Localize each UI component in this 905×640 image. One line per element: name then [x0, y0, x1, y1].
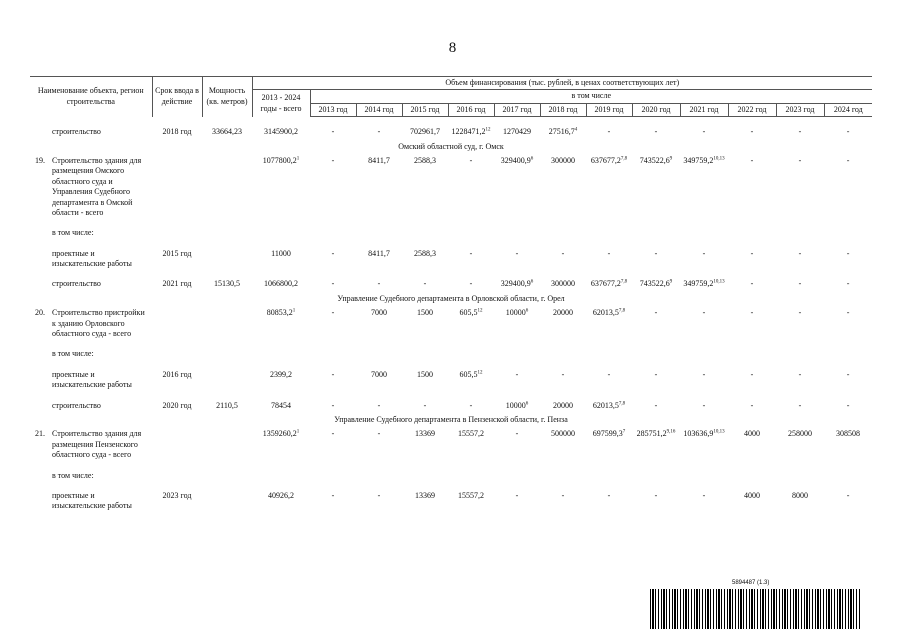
year-amount: -: [702, 490, 706, 500]
year-amount: 10000$^6$: [505, 308, 529, 318]
commission-term: 2021 год: [162, 279, 192, 289]
table-row: [30, 156, 872, 218]
year-amount: -: [377, 127, 381, 137]
year-amount: 15557,2: [458, 429, 485, 439]
footnote-ref: 6: [525, 400, 529, 406]
table-row: [30, 370, 872, 391]
table-row: [30, 491, 872, 512]
footnote-ref: 7,8: [618, 400, 626, 406]
year-amount: -: [702, 308, 706, 318]
year-amount: -: [377, 490, 381, 500]
row-number: [30, 349, 50, 359]
year-amount: 300000: [551, 279, 576, 289]
total-amount: 1359260,2$^1$: [262, 429, 300, 439]
header-total: 2013 - 2024 годы - всего: [252, 90, 310, 117]
total-amount: 40926,2: [268, 490, 295, 500]
spacer-cell: [30, 391, 872, 401]
subheading-row: [30, 228, 872, 238]
year-amount: -: [846, 248, 850, 258]
header-year: 2014 год: [356, 103, 402, 116]
year-amount: -: [750, 248, 754, 258]
section-title: Управление Судебного департамента в Орловской области, г. Орел: [337, 293, 565, 303]
year-amount: 697599,3$^7$: [592, 429, 626, 439]
year-amount: -: [331, 308, 335, 318]
year-amount: 743522,6$^9$: [639, 279, 673, 289]
footnote-ref: 10,13: [713, 156, 725, 162]
year-amount: 258000: [788, 429, 813, 439]
total-amount: 3145900,2: [264, 127, 299, 137]
year-amount: 637677,2$^{7,8}$: [590, 279, 628, 289]
year-amount: -: [607, 369, 611, 379]
year-amount: -: [846, 127, 850, 137]
year-amount: -: [846, 279, 850, 289]
year-amount: 605,5$^{12}$: [459, 369, 483, 379]
capacity: 15130,5: [214, 279, 241, 289]
capacity: 2110,5: [216, 400, 238, 410]
header-year: 2013 год: [310, 103, 356, 116]
year-amount: 1270429: [503, 127, 532, 137]
capacity: 33664,23: [212, 127, 243, 137]
spacer-cell: [30, 117, 872, 128]
year-amount: -: [750, 155, 754, 165]
row-number: [30, 127, 50, 137]
year-amount: -: [561, 248, 565, 258]
total-amount: 11000: [271, 248, 291, 258]
spacer-row: [30, 461, 872, 471]
capacity: [202, 156, 252, 218]
year-amount: -: [750, 279, 754, 289]
object-name: проектные и изыскательские работы: [52, 369, 132, 390]
commission-term: 2023 год: [162, 490, 192, 500]
year-amount: 62013,5$^{7,8}$: [592, 400, 626, 410]
total-amount: 1077800,2$^1$: [262, 155, 300, 165]
year-amount: -: [702, 400, 706, 410]
year-amount: -: [515, 490, 519, 500]
commission-term: [152, 308, 202, 339]
table-row: [30, 249, 872, 270]
total-amount: 78454: [271, 400, 292, 410]
barcode-number: 5894487 (1.3): [732, 580, 770, 586]
year-amount: -: [423, 279, 427, 289]
year-amount: -: [846, 155, 850, 165]
year-amount: 637677,2$^{7,8}$: [590, 155, 628, 165]
footnote-ref: 9: [669, 279, 673, 285]
commission-term: 2018 год: [162, 127, 192, 137]
commission-term: [152, 429, 202, 460]
year-amount: -: [702, 248, 706, 258]
spacer-row: [30, 360, 872, 370]
footnote-ref: 1: [292, 308, 296, 314]
spacer-row: [30, 218, 872, 228]
year-amount: -: [750, 369, 754, 379]
subheading-row: [30, 349, 872, 359]
barcode: [650, 589, 860, 629]
year-amount: 2588,3: [414, 155, 437, 165]
year-amount: -: [798, 248, 802, 258]
year-amount: -: [702, 127, 706, 137]
spacer-row: [30, 239, 872, 249]
year-amount: 27516,7$^4$: [548, 127, 578, 137]
year-amount: -: [798, 369, 802, 379]
year-amount: -: [331, 429, 335, 439]
table-row: [30, 308, 872, 339]
page-number: 8: [448, 40, 457, 56]
total-amount: 80853,2$^1$: [266, 308, 296, 318]
year-amount: -: [469, 155, 473, 165]
section-row: [30, 290, 872, 308]
year-amount: -: [654, 127, 658, 137]
year-amount: -: [377, 279, 381, 289]
year-amount: -: [846, 308, 850, 318]
spacer-cell: [30, 339, 872, 349]
header-year: 2024 год: [824, 103, 872, 116]
total-amount: 2399,2: [270, 369, 293, 379]
year-amount: 8000: [792, 490, 809, 500]
subheading-label: в том числе:: [52, 349, 94, 359]
footnote-ref: 12: [485, 127, 491, 133]
footnote-ref: 6: [530, 156, 534, 162]
footnote-ref: 7: [622, 429, 626, 435]
table-row: [30, 401, 872, 411]
year-amount: -: [750, 400, 754, 410]
header-financing: Объем финансирования (тыс. рублей, в ценах соответствующих лет): [252, 77, 872, 90]
year-amount: -: [607, 490, 611, 500]
year-amount: 349759,2$^{10,13}$: [683, 279, 725, 289]
year-amount: 329400,9$^6$: [500, 279, 534, 289]
year-amount: -: [654, 308, 658, 318]
object-name: строительство: [52, 400, 101, 410]
footnote-ref: 10,13: [713, 429, 725, 435]
footnote-ref: 10,13: [713, 279, 725, 285]
header-year: 2022 год: [728, 103, 776, 116]
total-amount: 1066800,2: [264, 279, 299, 289]
year-amount: -: [846, 490, 850, 500]
spacer-row: [30, 269, 872, 279]
section-title: Омский областной суд, г. Омск: [398, 141, 504, 151]
spacer-cell: [30, 269, 872, 279]
year-amount: -: [423, 400, 427, 410]
commission-term: 2015 год: [162, 248, 192, 258]
year-amount: 4000: [744, 429, 761, 439]
year-amount: 329400,9$^6$: [500, 155, 534, 165]
year-amount: -: [798, 308, 802, 318]
capacity: [202, 308, 252, 339]
year-amount: -: [331, 400, 335, 410]
spacer-row: [30, 481, 872, 491]
financing-table: [30, 76, 872, 512]
table-row: [30, 429, 872, 460]
year-amount: -: [607, 248, 611, 258]
year-amount: -: [331, 490, 335, 500]
subheading-label: в том числе:: [52, 228, 94, 238]
footnote-ref: 1: [296, 156, 300, 162]
year-amount: 349759,2$^{10,13}$: [683, 155, 725, 165]
capacity: [202, 249, 252, 270]
spacer-row: [30, 339, 872, 349]
year-amount: -: [607, 127, 611, 137]
year-amount: 4000: [744, 490, 761, 500]
footnote-ref: 4: [574, 127, 578, 133]
table-row: [30, 127, 872, 137]
header-including: в том числе: [310, 90, 872, 103]
footnote-ref: 7,8: [620, 279, 628, 285]
year-amount: 20000: [553, 400, 574, 410]
year-amount: 10000$^6$: [505, 400, 529, 410]
year-amount: -: [750, 308, 754, 318]
year-amount: -: [654, 248, 658, 258]
row-number: 20.: [35, 308, 45, 318]
table-row: [30, 279, 872, 289]
commission-term: [152, 156, 202, 218]
footnote-ref: 12: [477, 308, 483, 314]
commission-term: 2020 год: [162, 400, 192, 410]
year-amount: 13369: [415, 429, 436, 439]
footnote-ref: 9: [669, 156, 673, 162]
year-amount: -: [515, 248, 519, 258]
year-amount: -: [331, 248, 335, 258]
header-term: Срок ввода в действие: [152, 77, 202, 117]
year-amount: 8411,7: [368, 248, 390, 258]
spacer-cell: [30, 481, 872, 491]
section-row: [30, 138, 872, 156]
capacity: [202, 429, 252, 460]
year-amount: -: [798, 279, 802, 289]
spacer-cell: [30, 239, 872, 249]
capacity: [202, 370, 252, 391]
year-amount: -: [654, 369, 658, 379]
section-title: Управление Судебного департамента в Пензенской области, г. Пенза: [334, 414, 568, 424]
header-year: 2017 год: [494, 103, 540, 116]
row-number: [30, 370, 50, 391]
spacer-row: [30, 391, 872, 401]
header-year: 2015 год: [402, 103, 448, 116]
year-amount: 743522,6$^9$: [639, 155, 673, 165]
commission-term: 2016 год: [162, 369, 192, 379]
year-amount: 13369: [415, 490, 436, 500]
year-amount: -: [654, 490, 658, 500]
year-amount: 8411,7: [368, 155, 390, 165]
footnote-ref: 7,8: [618, 308, 626, 314]
year-amount: 285751,2$^{9,16}$: [636, 429, 676, 439]
year-amount: 308508: [836, 429, 861, 439]
header-year: 2016 год: [448, 103, 494, 116]
year-amount: -: [702, 369, 706, 379]
object-name: проектные и изыскательские работы: [52, 248, 132, 269]
year-amount: -: [846, 400, 850, 410]
year-amount: 15557,2: [458, 490, 485, 500]
year-amount: -: [798, 127, 802, 137]
year-amount: -: [331, 155, 335, 165]
year-amount: -: [561, 369, 565, 379]
footnote-ref: 9,16: [666, 429, 676, 435]
year-amount: 20000: [553, 308, 574, 318]
year-amount: -: [377, 400, 381, 410]
footnote-ref: 1: [296, 429, 300, 435]
year-amount: -: [331, 369, 335, 379]
year-amount: 702961,7: [410, 127, 441, 137]
spacer-cell: [30, 461, 872, 471]
year-amount: -: [798, 400, 802, 410]
header-year: 2018 год: [540, 103, 586, 116]
year-amount: -: [377, 429, 381, 439]
row-number: [30, 228, 50, 238]
year-amount: -: [515, 369, 519, 379]
row-number: 19.: [35, 155, 45, 165]
subheading-row: [30, 471, 872, 481]
year-amount: 1500: [417, 308, 434, 318]
object-name: Строительство здания для размещения Омского областного суда и Управления Судебного департамента в Омской области - всего: [52, 155, 142, 217]
object-name: строительство: [52, 127, 101, 137]
object-name: Строительство пристройки к зданию Орловского областного суда - всего: [52, 308, 145, 339]
header-capacity: Мощность (кв. метров): [202, 77, 252, 117]
year-amount: 7000: [371, 308, 388, 318]
footnote-ref: 6: [525, 308, 529, 314]
year-amount: -: [331, 279, 335, 289]
year-amount: -: [331, 127, 335, 137]
header-year: 2020 год: [632, 103, 680, 116]
row-number: [30, 279, 50, 289]
year-amount: 605,5$^{12}$: [459, 308, 483, 318]
year-amount: 103636,9$^{10,13}$: [683, 429, 725, 439]
spacer-row: [30, 117, 872, 128]
footnote-ref: 6: [530, 279, 534, 285]
year-amount: -: [750, 127, 754, 137]
year-amount: 7000: [371, 369, 388, 379]
year-amount: -: [798, 155, 802, 165]
header-year: 2021 год: [680, 103, 728, 116]
year-amount: 62013,5$^{7,8}$: [592, 308, 626, 318]
spacer-cell: [30, 218, 872, 228]
row-number: [30, 491, 50, 512]
year-amount: -: [469, 279, 473, 289]
capacity: [202, 491, 252, 512]
year-amount: -: [469, 400, 473, 410]
row-number: [30, 401, 50, 411]
year-amount: 500000: [551, 429, 576, 439]
header-year: 2023 год: [776, 103, 824, 116]
year-amount: -: [561, 490, 565, 500]
section-row: [30, 411, 872, 429]
row-number: 21.: [35, 429, 45, 439]
row-number: [30, 249, 50, 270]
year-amount: -: [515, 429, 519, 439]
footnote-ref: 12: [477, 370, 483, 376]
year-amount: 300000: [551, 155, 576, 165]
year-amount: -: [469, 248, 473, 258]
object-name: проектные и изыскательские работы: [52, 490, 132, 511]
object-name: строительство: [52, 279, 101, 289]
subheading-label: в том числе:: [52, 470, 94, 480]
year-amount: -: [654, 400, 658, 410]
row-number: [30, 471, 50, 481]
spacer-cell: [30, 360, 872, 370]
footnote-ref: 7,8: [620, 156, 628, 162]
object-name: Строительство здания для размещения Пензенского областного суда - всего: [52, 429, 142, 460]
year-amount: 1228471,2$^{12}$: [451, 127, 491, 137]
header-year: 2019 год: [586, 103, 632, 116]
year-amount: 1500: [417, 369, 434, 379]
header-name: Наименование объекта, регион строительства: [30, 77, 152, 117]
year-amount: -: [846, 369, 850, 379]
year-amount: 2588,3: [414, 248, 437, 258]
